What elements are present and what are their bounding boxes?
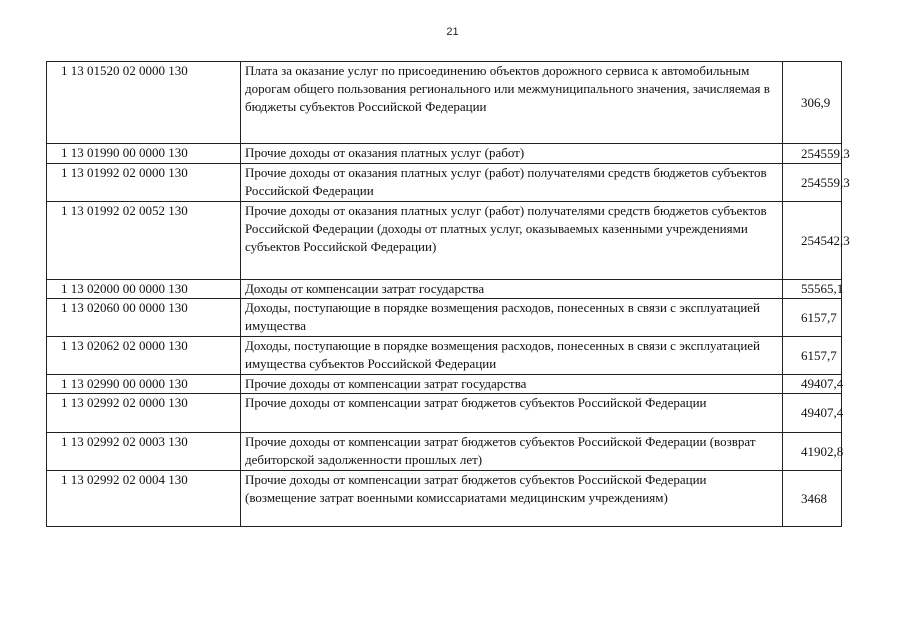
revenue-amount: 49407,4 bbox=[783, 375, 842, 394]
table-row bbox=[47, 299, 842, 337]
revenue-description: Прочие доходы от компенсации затрат бюджетов субъектов Российской Федерации (возврат дебиторской задолженности прошлых лет) bbox=[241, 433, 783, 471]
revenue-amount: 6157,7 bbox=[783, 299, 842, 337]
classification-code: 1 13 02992 02 0004 130 bbox=[47, 471, 241, 527]
revenue-amount: 3468 bbox=[783, 471, 842, 527]
page-number: 21 bbox=[446, 26, 459, 38]
revenue-description: Доходы, поступающие в порядке возмещения расходов, понесенных в связи с эксплуатацией имущества bbox=[241, 299, 783, 337]
revenue-amount: 254542,3 bbox=[783, 202, 842, 280]
classification-code: 1 13 02000 00 0000 130 bbox=[47, 280, 241, 299]
revenue-description: Прочие доходы от компенсации затрат бюджетов субъектов Российской Федерации (возмещение затрат военными комиссариатами медицинским учреждениям) bbox=[241, 471, 783, 527]
classification-code: 1 13 02062 02 0000 130 bbox=[47, 337, 241, 375]
revenue-description: Прочие доходы от оказания платных услуг (работ) получателями средств бюджетов субъектов Российской Федерации bbox=[241, 164, 783, 202]
classification-code: 1 13 01520 02 0000 130 bbox=[47, 62, 241, 144]
revenue-amount: 6157,7 bbox=[783, 337, 842, 375]
revenue-description: Плата за оказание услуг по присоединению объектов дорожного сервиса к автомобильным дорогам общего пользования регионального или межмуниципального значения, зачисляемая в бюджеты субъектов Российской Федерации bbox=[241, 62, 783, 144]
table-row bbox=[47, 62, 842, 144]
revenue-amount: 254559,3 bbox=[783, 144, 842, 164]
budget-revenue-table bbox=[46, 61, 850, 527]
classification-code: 1 13 01992 02 0052 130 bbox=[47, 202, 241, 280]
revenue-description: Прочие доходы от оказания платных услуг (работ) получателями средств бюджетов субъектов Российской Федерации (доходы от платных услуг, оказываемых казенными учреждениями субъектов Российской Федерации) bbox=[241, 202, 783, 280]
table-row bbox=[47, 471, 842, 527]
table-row bbox=[47, 280, 842, 299]
revenue-description: Доходы от компенсации затрат государства bbox=[241, 280, 783, 299]
revenue-description: Прочие доходы от компенсации затрат бюджетов субъектов Российской Федерации bbox=[241, 394, 783, 433]
revenue-amount: 254559,3 bbox=[783, 164, 842, 202]
revenue-amount: 49407,4 bbox=[783, 394, 842, 433]
table-row bbox=[47, 202, 842, 280]
table-row bbox=[47, 164, 842, 202]
classification-code: 1 13 01992 02 0000 130 bbox=[47, 164, 241, 202]
table-row bbox=[47, 144, 842, 164]
classification-code: 1 13 02992 02 0003 130 bbox=[47, 433, 241, 471]
revenue-description: Прочие доходы от оказания платных услуг (работ) bbox=[241, 144, 783, 164]
table-row bbox=[47, 394, 842, 433]
revenue-amount: 41902,8 bbox=[783, 433, 842, 471]
classification-code: 1 13 02060 00 0000 130 bbox=[47, 299, 241, 337]
revenue-amount: 306,9 bbox=[783, 62, 842, 144]
classification-code: 1 13 01990 00 0000 130 bbox=[47, 144, 241, 164]
classification-code: 1 13 02992 02 0000 130 bbox=[47, 394, 241, 433]
revenue-description: Доходы, поступающие в порядке возмещения расходов, понесенных в связи с эксплуатацией имущества субъектов Российской Федерации bbox=[241, 337, 783, 375]
table-row bbox=[47, 337, 842, 375]
revenue-description: Прочие доходы от компенсации затрат государства bbox=[241, 375, 783, 394]
table-row bbox=[47, 375, 842, 394]
table-row bbox=[47, 433, 842, 471]
revenue-amount: 55565,1 bbox=[783, 280, 842, 299]
classification-code: 1 13 02990 00 0000 130 bbox=[47, 375, 241, 394]
